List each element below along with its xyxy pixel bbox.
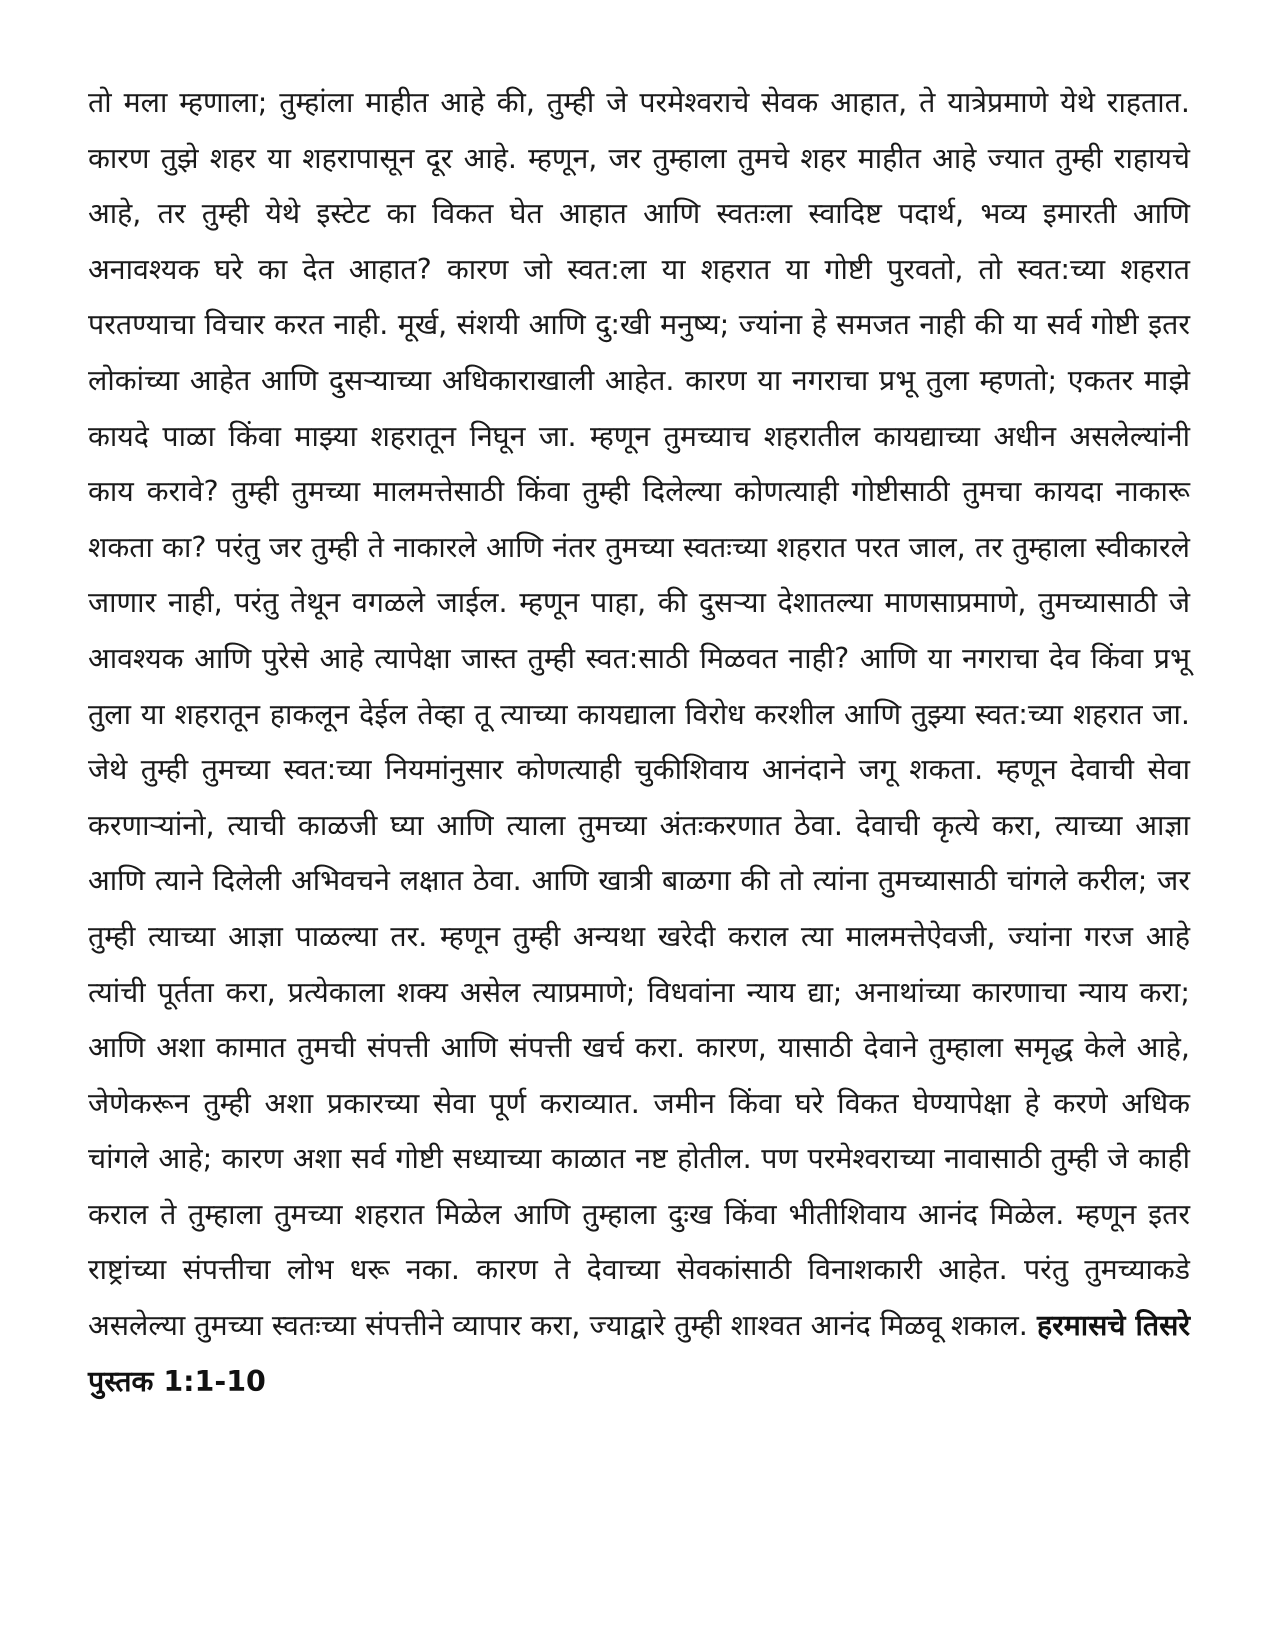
passage-paragraph [88,75,1190,1409]
passage-citation: हरमासचे तिसरे पुस्तक 1:1-10 [88,1309,1190,1398]
passage-text: तो मला म्हणाला; तुम्हांला माहीत आहे की, तुम्ही जे परमेश्वराचे सेवक आहात, ते यात्रेप्रमाणे येथे राहतात. कारण तुझे शहर या शहरापासून दूर आहे. म्हणून, जर तुम्हाला तुमचे शहर माहीत आहे ज्यात तुम्ही राहायचे आहे, तर तुम्ही येथे इस्टेट का विकत घेत आहात आणि स्वतःला स्वादिष्ट पदार्थ, भव्य इमारती आणि अनावश्यक घरे का देत आहात? कारण जो स्वत:ला या शहरात या गोष्टी पुरवतो, तो स्वत:च्या शहरात परतण्याचा विचार करत नाही. मूर्ख, संशयी आणि दु:खी मनुष्य; ज्यांना हे समजत नाही की या सर्व गोष्टी इतर लोकांच्या आहेत आणि दुसऱ्याच्या अधिकाराखाली आहेत. कारण या नगराचा प्रभू तुला म्हणतो; एकतर माझे कायदे पाळा किंवा माझ्या शहरातून निघून जा. म्हणून तुमच्याच शहरातील कायद्याच्या अधीन असलेल्यांनी काय करावे? तुम्ही तुमच्या मालमत्तेसाठी किंवा तुम्ही दिलेल्या कोणत्याही गोष्टीसाठी तुमचा कायदा नाकारू शकता का? परंतु जर तुम्ही ते नाकारले आणि नंतर तुमच्या स्वतःच्या शहरात परत जाल, तर तुम्हाला स्वीकारले जाणार नाही, परंतु तेथून वगळले जाईल. म्हणून पाहा, की दुसऱ्या देशातल्या माणसाप्रमाणे, तुमच्यासाठी जे आवश्यक आणि पुरेसे आहे त्यापेक्षा जास्त तुम्ही स्वत:साठी मिळवत नाही? आणि या नगराचा देव किंवा प्रभू तुला या शहरातून हाकलून देईल तेव्हा तू त्याच्या कायद्याला विरोध करशील आणि तुझ्या स्वत:च्या शहरात जा. जेथे तुम्ही तुमच्या स्वत:च्या नियमांनुसार कोणत्याही चुकीशिवाय आनंदाने जगू शकता. म्हणून देवाची सेवा करणाऱ्यांनो, त्याची काळजी घ्या आणि त्याला तुमच्या अंतःकरणात ठेवा. देवाची कृत्ये करा, त्याच्या आज्ञा आणि त्याने दिलेली अभिवचने लक्षात ठेवा. आणि खात्री बाळगा की तो त्यांना तुमच्यासाठी चांगले करील; जर तुम्ही त्याच्या आज्ञा पाळल्या तर. म्हणून तुम्ही अन्यथा खरेदी कराल त्या मालमत्तेऐवजी, ज्यांना गरज आहे त्यांची पूर्तता करा, प्रत्येकाला शक्य असेल त्याप्रमाणे; विधवांना न्याय द्या; अनाथांच्या कारणाचा न्याय करा; आणि अशा कामात तुमची संपत्ती आणि संपत्ती खर्च करा. कारण, यासाठी देवाने तुम्हाला समृद्ध केले आहे, जेणेकरून तुम्ही अशा प्रकारच्या सेवा पूर्ण कराव्यात. जमीन किंवा घरे विकत घेण्यापेक्षा हे करणे अधिक चांगले आहे; कारण अशा सर्व गोष्टी सध्याच्या काळात नष्ट होतील. पण परमेश्वराच्या नावासाठी तुम्ही जे काही कराल ते तुम्हाला तुमच्या शहरात मिळेल आणि तुम्हाला दुःख किंवा भीतीशिवाय आनंद मिळेल. म्हणून इतर राष्ट्रांच्या संपत्तीचा लोभ धरू नका. कारण ते देवाच्या सेवकांसाठी विनाशकारी आहेत. परंतु तुमच्याकडे असलेल्या तुमच्या स्वतःच्या संपत्तीने व्यापार करा, ज्याद्वारे तुम्ही शाश्वत आनंद मिळवू शकाल. [88,86,1190,1343]
